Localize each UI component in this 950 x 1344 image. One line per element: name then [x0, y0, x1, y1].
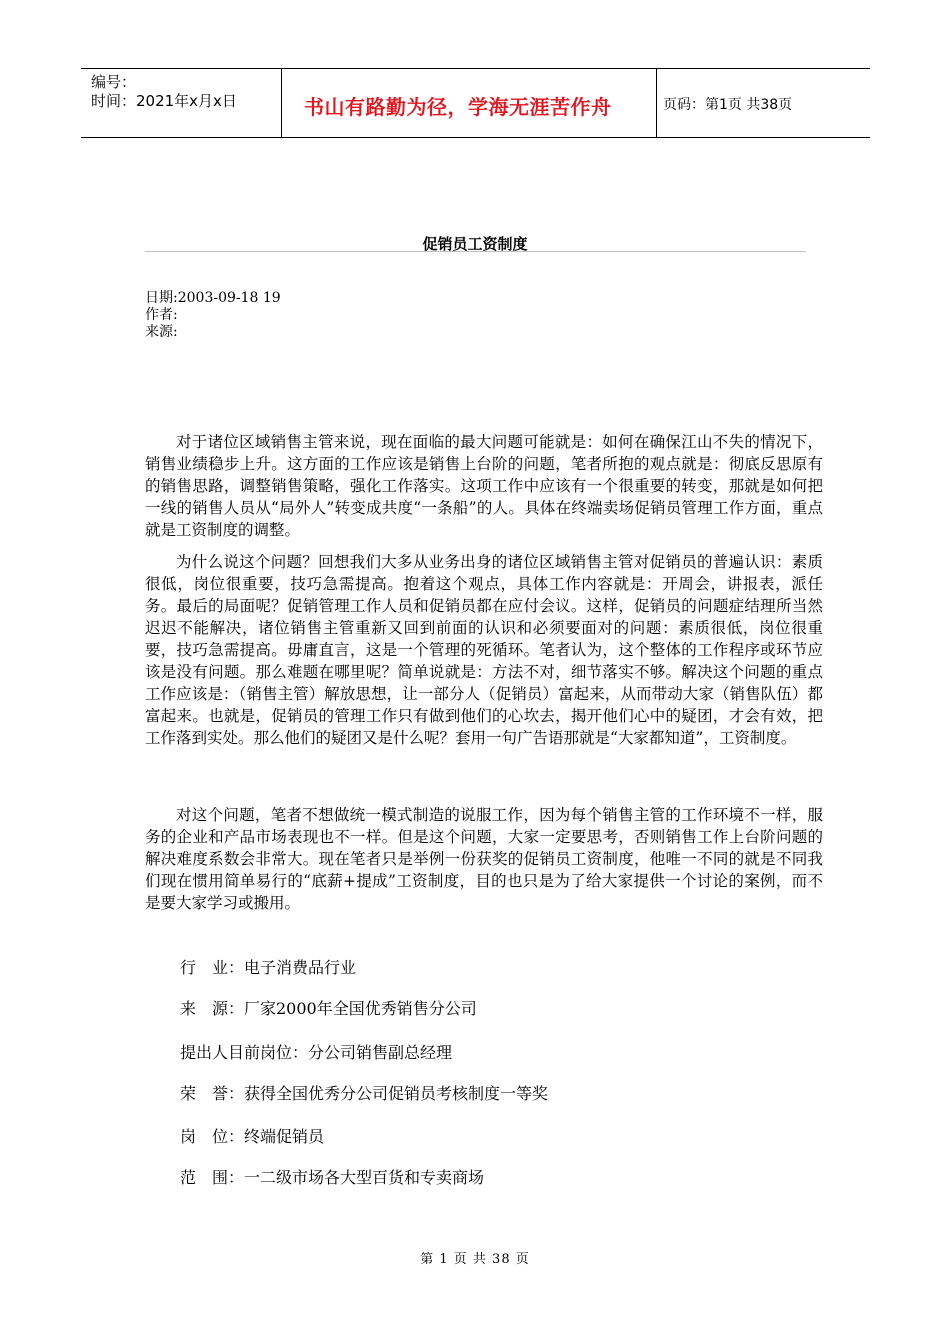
header-table: [81, 68, 870, 138]
motto-text: 书山有路勤为径，学海无涯苦作舟: [304, 95, 612, 119]
document-meta: [145, 290, 281, 341]
author-line: 作者:: [145, 307, 178, 323]
field-proposer-position: 提出人目前岗位：分公司销售副总经理: [180, 1043, 453, 1062]
field-scope: 范 围：一二级市场各大型百货和专卖商场: [180, 1168, 485, 1187]
field-source: 来 源：厂家2000年全国优秀销售分公司: [180, 999, 477, 1018]
header-meta-cell: [81, 69, 282, 137]
body-paragraph: 对于诸位区域销售主管来说，现在面临的最大问题可能就是：如何在确保江山不失的情况下，销售业绩稳步上升。这方面的工作应该是销售上台阶的问题，笔者所抱的观点就是：彻底反思原有的销售思路，调整销售策略，强化工作落实。这项工作中应该有一个很重要的转变，那就是如何把一线的销售人员从“局外人”转变成共度“一条船”的人。具体在终端卖场促销员管理工作方面，重点就是工资制度的调整。: [145, 433, 823, 539]
page-footer: 第 1 页 共 38 页: [420, 1252, 530, 1267]
body-paragraph: 为什么说这个问题？回想我们大多从业务出身的诸位区域销售主管对促销员的普遍认识：素质很低，岗位很重要，技巧急需提高。抱着这个观点，具体工作内容就是：开周会，讲报表，派任务。最后的局面呢？促销管理工作人员和促销员都在应付会议。这样，促销员的问题症结理所当然迟迟不能解决，诸位销售主管重新又回到前面的认识和必须要面对的问题：素质很低，岗位很重要，技巧急需提高。毋庸直言，这是一个管理的死循环。笔者认为，这个整体的工作程序或环节应该是没有问题。那么难题在哪里呢？简单说就是：方法不对，细节落实不够。解决这个问题的重点工作应该是：（销售主管）解放思想，让一部分人（促销员）富起来，从而带动大家（销售队伍）都富起来。也就是，促销员的管理工作只有做到他们的心坎去，揭开他们心中的疑团，才会有效，把工作落到实处。那么他们的疑团又是什么呢？套用一句广告语那就是“大家都知道”，工资制度。: [145, 553, 823, 747]
header-motto-cell: [282, 69, 657, 137]
number-label: 编号：: [91, 73, 137, 91]
time-label: 时间：2021年x月x日: [91, 92, 237, 110]
body-paragraph: 对这个问题，笔者不想做统一模式制造的说服工作，因为每个销售主管的工作环境不一样，服务的企业和产品市场表现也不一样。但是这个问题，大家一定要思考，否则销售工作上台阶问题的解决难度系数会非常大。现在笔者只是举例一份获奖的促销员工资制度，他唯一不同的就是不同我们现在惯用简单易行的“底薪+提成”工资制度，目的也只是为了给大家提供一个讨论的案例，而不是要大家学习或搬用。: [145, 806, 823, 912]
title-divider: [145, 251, 806, 252]
date-line: 日期:2003-09-18 19: [145, 290, 281, 306]
field-industry: 行 业：电子消费品行业: [180, 958, 357, 977]
field-post: 岗 位：终端促销员: [180, 1127, 325, 1146]
source-line: 来源:: [145, 324, 178, 340]
document-title: 促销员工资制度: [422, 235, 528, 253]
header-page-info: 页码：第1页 共38页: [663, 97, 793, 113]
field-honor: 荣 誉：获得全国优秀分公司促销员考核制度一等奖: [180, 1084, 549, 1103]
